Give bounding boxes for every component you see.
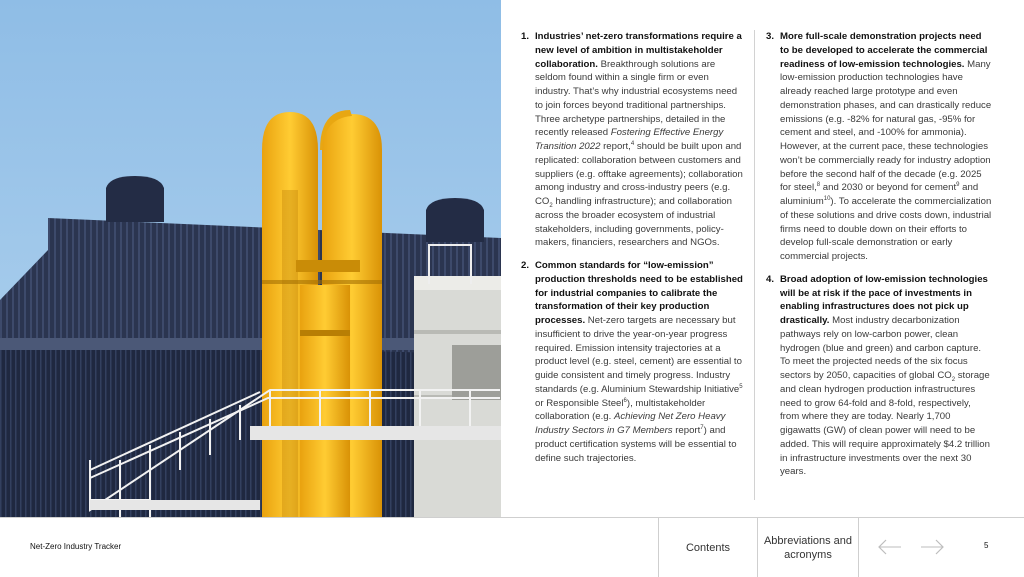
list-item: 1. Industries’ net-zero transformations require a new level of ambition in multistakeholder collaboration. Breakthrough solutions are seldom found within a single firm or even industry. That’s why industrial ecosystems need to join forces beyond traditional partnerships. Three archetype partnerships, detailed in the recently released Fostering Effective Energy Transition 2022 report,$^4$ should be built upon and replicated: collaboration between customers and suppliers (e.g. offtake agreements); collaboration among industry and cross-industry peers (e.g. $CO_2$ handling infrastructure); and collaboration across the broader ecosystem of industrial stakeholders, including governments, policy-makers, financiers, researchers and NGOs.: [521, 31, 743, 249]
footer-divider: [858, 518, 859, 577]
item-number: 2.: [521, 260, 530, 271]
item-lead: Industries’ net-zero transformations require a new level of ambition in multistakeholder collaboration.: [535, 31, 742, 70]
text-column-left: [521, 30, 747, 474]
list-item: 2. Common standards for “low-emission” production thresholds need to be established for industrial companies to calibrate the transformation of their key production processes. Net-zero targets are necessary but insufficient to drive the year-on-year progress required. Emission intensity trajectories at a product level (e.g. steel, cement) are essential to guide consistent and timely progress. Industry standards (e.g. Aluminium Stewardship Initiative$^5$ or Responsible Steel$^6$), multistakeholder collaboration (e.g. Achieving Net Zero Heavy Industry Sectors in G7 Members report$^7$) and product certification systems will be essential to define such trajectories.: [521, 260, 743, 464]
item-lead: Common standards for “low-emission” production thresholds need to be established for industrial companies to calibrate the transformation of their key production processes.: [535, 260, 743, 326]
arrow-left-icon[interactable]: [874, 537, 902, 557]
contents-link[interactable]: Contents: [685, 541, 731, 554]
page-number: 5: [984, 541, 989, 550]
column-divider: [754, 30, 755, 500]
item-lead: More full-scale demonstration projects need to be developed to accelerate the commercial readiness of low-emission technologies.: [780, 31, 988, 70]
item-lead: Broad adoption of low-emission technologies will be at risk if the pace of investments in enabling infrastructures does not pick up drastically.: [780, 273, 988, 326]
arrow-right-icon[interactable]: [920, 537, 948, 557]
item-number: 1.: [521, 31, 530, 42]
industrial-photo: [0, 0, 501, 517]
list-item: 4. Broad adoption of low-emission technologies will be at risk if the pace of investments in enabling infrastructures does not pick up drastically. Most industry decarbonization pathways rely on low-carbon power, clean hydrogen (blue and green) and carbon capture. To meet the projected needs of the six focus sectors by 2050, capacities of global $CO_2$ storage and clean hydrogen production infrastructures need to grow 64-fold and 8-fold, respectively, from where they are today. Nearly 1,700 gigawatts (GW) of clean power will need to be added. This will require approximately $4.2 trillion in infrastructure investments over the next 30 years.: [766, 273, 990, 478]
footer: [0, 517, 1024, 577]
item-number: 4.: [766, 273, 775, 285]
abbreviations-link[interactable]: Abbreviations and acronyms: [763, 534, 853, 561]
text-column-right: [766, 30, 992, 488]
item-number: 3.: [766, 31, 775, 42]
list-item: 3. More full-scale demonstration projects need to be developed to accelerate the commercial readiness of low-emission technologies. Many low-emission production technologies have already reached large prototype and even demonstration phases, and can drastically reduce emissions (e.g. -82% for natural gas, -95% for cement and steel, and -100% for ammonia). However, at the current pace, these technologies won’t be commercially ready for industry adoption before the second half of the decade (e.g. 2025 for steel,$^8$ and 2030 or beyond for cement$^9$ and aluminium$^{10}$). To accelerate the commercialization of these solutions and drive costs down, industrial firms need to double down on their efforts to develop full-scale demonstration or early commercial projects.: [766, 31, 992, 262]
report-title: Net-Zero Industry Tracker: [30, 542, 122, 551]
